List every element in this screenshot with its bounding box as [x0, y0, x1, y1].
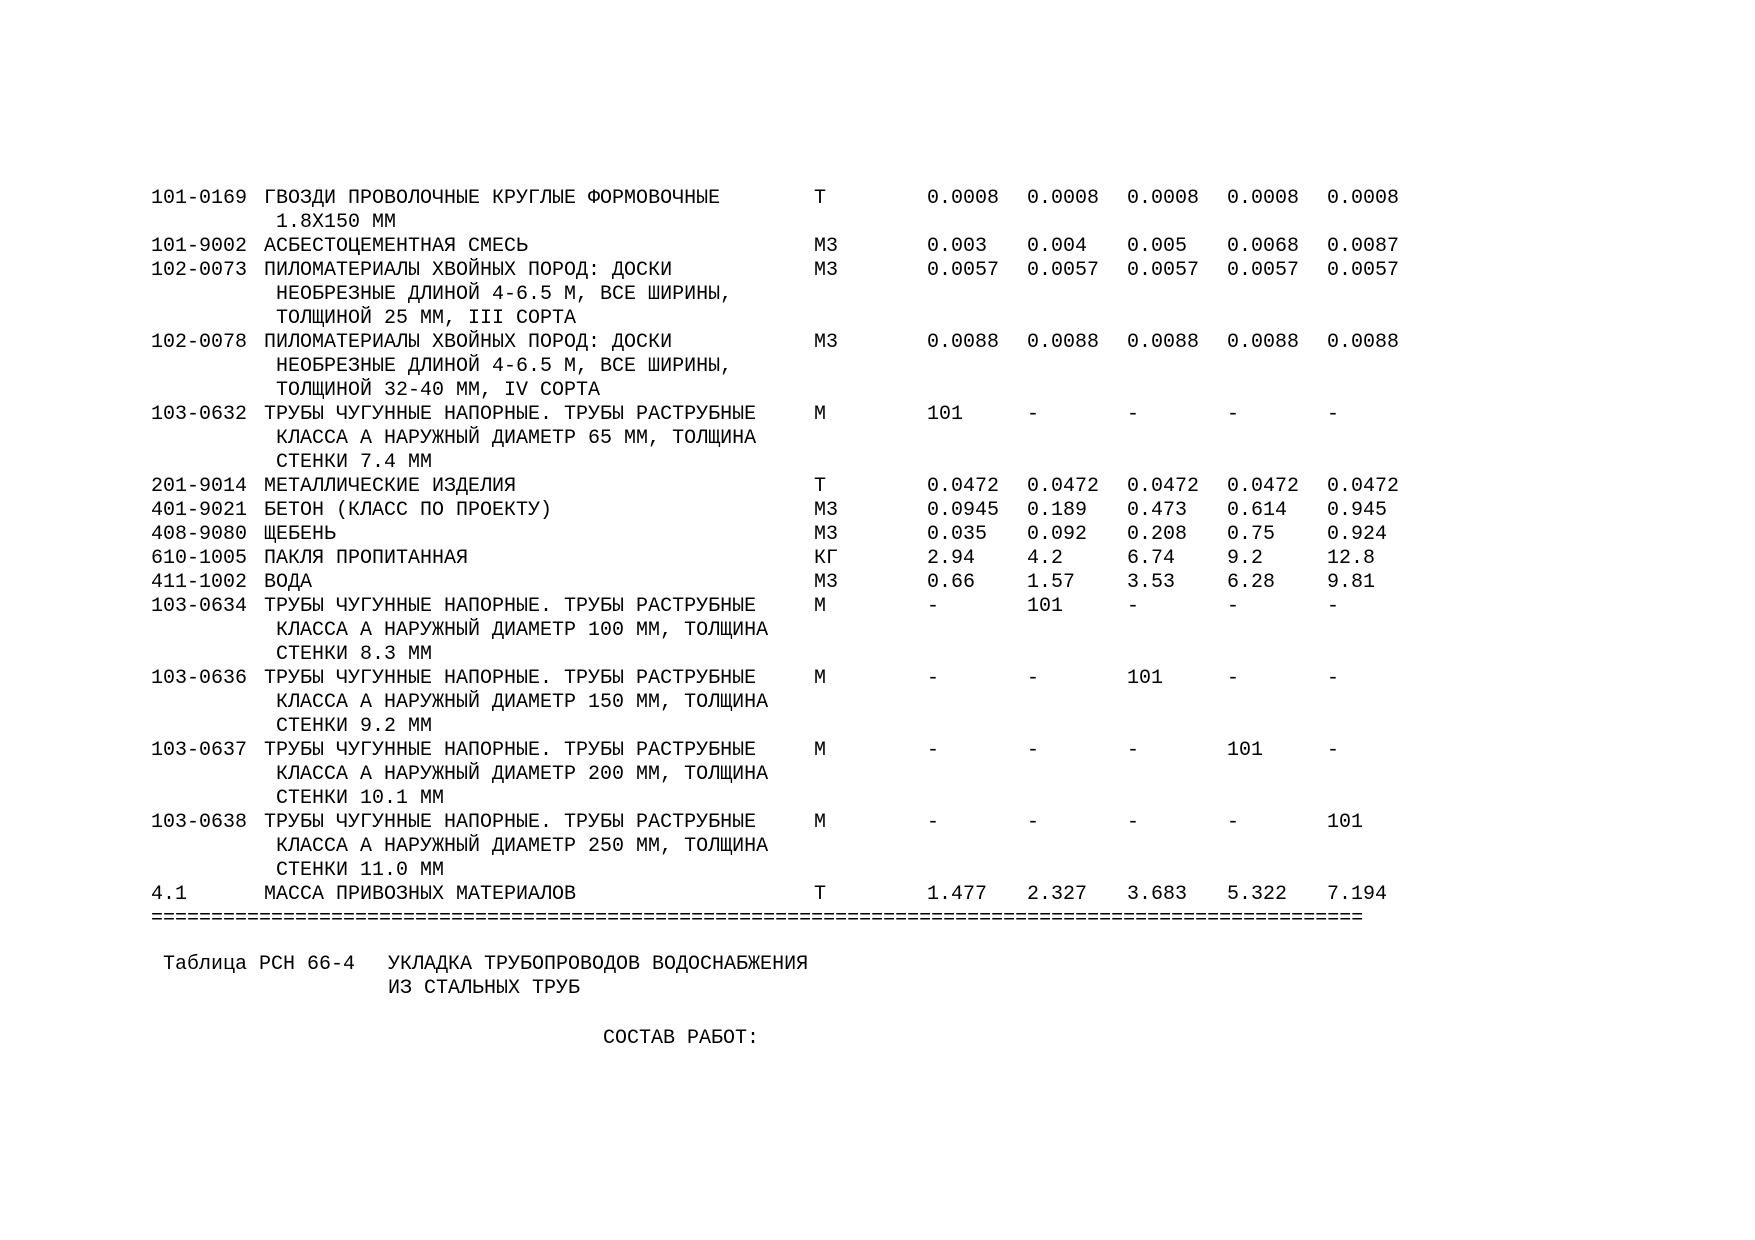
material-code: 411-1002	[151, 571, 248, 594]
material-value: -	[927, 667, 940, 690]
material-code: 408-9080	[151, 523, 248, 546]
material-name: ПИЛОМАТЕРИАЛЫ ХВОЙНЫХ ПОРОД: ДОСКИ	[264, 331, 673, 354]
material-value: 12.8	[1327, 547, 1376, 570]
material-value: 0.0057	[1027, 259, 1100, 282]
material-value: 0.0945	[927, 499, 1000, 522]
material-unit: КГ	[814, 547, 839, 570]
material-value: -	[1327, 403, 1340, 426]
material-value: 0.75	[1227, 523, 1276, 546]
materials-table	[151, 187, 1601, 931]
material-value: -	[1327, 739, 1340, 762]
table-row-line	[151, 691, 1601, 715]
material-name: ТОЛЩИНОЙ 32-40 ММ, IV СОРТА	[276, 379, 601, 402]
table-row	[151, 403, 1601, 475]
material-name: МЕТАЛЛИЧЕСКИЕ ИЗДЕЛИЯ	[264, 475, 517, 498]
material-value: 2.94	[927, 547, 976, 570]
table-row-line	[151, 187, 1601, 211]
material-value: 101	[1127, 667, 1164, 690]
material-value: 0.0057	[1127, 259, 1200, 282]
material-value: 0.0057	[1327, 259, 1400, 282]
table-row-line	[151, 763, 1601, 787]
material-value: 0.0008	[927, 187, 1000, 210]
table-row-line	[151, 883, 1601, 907]
material-value: 101	[1227, 739, 1264, 762]
table-row	[151, 499, 1601, 523]
material-name: ТРУБЫ ЧУГУННЫЕ НАПОРНЫЕ. ТРУБЫ РАСТРУБНЫЕ	[264, 739, 757, 762]
table-row-line	[151, 715, 1601, 739]
material-unit: М	[814, 811, 827, 834]
material-value: 0.0472	[1327, 475, 1400, 498]
material-value: 0.614	[1227, 499, 1288, 522]
material-code: 101-9002	[151, 235, 248, 258]
section-heading: СОСТАВ РАБОТ:	[603, 1027, 760, 1050]
material-value: 3.53	[1127, 571, 1176, 594]
table-row-line	[151, 499, 1601, 523]
material-unit: М	[814, 739, 827, 762]
material-name: АСБЕСТОЦЕМЕНТНАЯ СМЕСЬ	[264, 235, 529, 258]
material-value: -	[1227, 403, 1240, 426]
material-value: 0.66	[927, 571, 976, 594]
material-name: ТРУБЫ ЧУГУННЫЕ НАПОРНЫЕ. ТРУБЫ РАСТРУБНЫЕ	[264, 811, 757, 834]
material-name: КЛАССА А НАРУЖНЫЙ ДИАМЕТР 250 ММ, ТОЛЩИНА	[276, 835, 769, 858]
material-unit: М3	[814, 523, 839, 546]
table-row-line	[151, 451, 1601, 475]
table-row-line	[151, 307, 1601, 331]
material-value: 0.0472	[1127, 475, 1200, 498]
material-value: 0.005	[1127, 235, 1188, 258]
material-code: 102-0073	[151, 259, 248, 282]
material-name: ТРУБЫ ЧУГУННЫЕ НАПОРНЫЕ. ТРУБЫ РАСТРУБНЫЕ	[264, 595, 757, 618]
table-divider: =====================================================================================================	[151, 907, 1364, 930]
material-value: 0.189	[1027, 499, 1088, 522]
material-value: -	[1227, 811, 1240, 834]
material-value: 0.0008	[1227, 187, 1300, 210]
table-row-line	[151, 739, 1601, 763]
material-value: 0.0068	[1227, 235, 1300, 258]
table-label: Таблица РСН 66-4	[163, 953, 356, 976]
material-name: ПИЛОМАТЕРИАЛЫ ХВОЙНЫХ ПОРОД: ДОСКИ	[264, 259, 673, 282]
material-value: 0.0087	[1327, 235, 1400, 258]
materials-rows	[151, 187, 1601, 907]
material-unit: М3	[814, 499, 839, 522]
material-name: ТРУБЫ ЧУГУННЫЕ НАПОРНЫЕ. ТРУБЫ РАСТРУБНЫЕ	[264, 667, 757, 690]
table-row	[151, 475, 1601, 499]
material-value: 0.004	[1027, 235, 1088, 258]
material-name: СТЕНКИ 8.3 ММ	[276, 643, 433, 666]
material-value: 0.0057	[1227, 259, 1300, 282]
material-unit: М3	[814, 331, 839, 354]
table-title-line: УКЛАДКА ТРУБОПРОВОДОВ ВОДОСНАБЖЕНИЯ	[388, 953, 809, 976]
material-value: -	[1227, 595, 1240, 618]
table-row-line	[151, 811, 1601, 835]
material-name: ЩЕБЕНЬ	[264, 523, 337, 546]
material-value: -	[1327, 595, 1340, 618]
table-row	[151, 235, 1601, 259]
material-value: 6.74	[1127, 547, 1176, 570]
material-name: КЛАССА А НАРУЖНЫЙ ДИАМЕТР 200 ММ, ТОЛЩИНА	[276, 763, 769, 786]
material-value: 0.092	[1027, 523, 1088, 546]
table-row-line	[151, 595, 1601, 619]
material-value: -	[1027, 667, 1040, 690]
material-unit: М	[814, 667, 827, 690]
material-value: -	[1127, 595, 1140, 618]
table-row	[151, 187, 1601, 235]
material-unit: Т	[814, 187, 827, 210]
material-value: 0.0472	[1227, 475, 1300, 498]
material-value: -	[1027, 403, 1040, 426]
material-value: 0.0472	[927, 475, 1000, 498]
material-value: 0.0088	[1027, 331, 1100, 354]
material-unit: Т	[814, 475, 827, 498]
material-value: -	[1027, 811, 1040, 834]
material-code: 103-0638	[151, 811, 248, 834]
material-name: ПАКЛЯ ПРОПИТАННАЯ	[264, 547, 469, 570]
material-unit: М3	[814, 235, 839, 258]
material-code: 103-0632	[151, 403, 248, 426]
material-value: -	[927, 595, 940, 618]
table-row-line	[151, 331, 1601, 355]
material-unit: Т	[814, 883, 827, 906]
table-row	[151, 667, 1601, 739]
table-heading	[163, 953, 809, 1001]
material-code: 401-9021	[151, 499, 248, 522]
material-value: 0.0008	[1027, 187, 1100, 210]
material-value: 0.0088	[1327, 331, 1400, 354]
material-name: МАССА ПРИВОЗНЫХ МАТЕРИАЛОВ	[264, 883, 577, 906]
material-value: 0.035	[927, 523, 988, 546]
table-row-line	[151, 259, 1601, 283]
table-row-line	[151, 379, 1601, 403]
material-value: -	[1127, 403, 1140, 426]
material-value: 101	[1327, 811, 1364, 834]
material-name: СТЕНКИ 10.1 ММ	[276, 787, 445, 810]
material-value: -	[927, 811, 940, 834]
material-name: СТЕНКИ 9.2 ММ	[276, 715, 433, 738]
table-row-line	[151, 667, 1601, 691]
table-row	[151, 331, 1601, 403]
table-row	[151, 571, 1601, 595]
table-row-line	[151, 787, 1601, 811]
table-row	[151, 259, 1601, 331]
table-row	[151, 595, 1601, 667]
material-value: 0.0088	[927, 331, 1000, 354]
material-code: 102-0078	[151, 331, 248, 354]
material-code: 101-0169	[151, 187, 248, 210]
material-value: 1.57	[1027, 571, 1076, 594]
material-name: НЕОБРЕЗНЫЕ ДЛИНОЙ 4-6.5 М, ВСЕ ШИРИНЫ,	[276, 283, 733, 306]
material-unit: М3	[814, 571, 839, 594]
material-value: 101	[927, 403, 964, 426]
table-row-line	[151, 283, 1601, 307]
table-row	[151, 811, 1601, 883]
table-row-line	[151, 547, 1601, 571]
material-value: 9.81	[1327, 571, 1376, 594]
material-value: 1.477	[927, 883, 988, 906]
table-row	[151, 523, 1601, 547]
material-code: 103-0634	[151, 595, 248, 618]
material-name: ТОЛЩИНОЙ 25 ММ, III СОРТА	[276, 307, 577, 330]
material-value: 7.194	[1327, 883, 1388, 906]
table-row-line	[151, 403, 1601, 427]
table-row-line	[151, 835, 1601, 859]
table-row-line	[151, 475, 1601, 499]
material-value: 5.322	[1227, 883, 1288, 906]
material-code: 610-1005	[151, 547, 248, 570]
material-name: СТЕНКИ 7.4 ММ	[276, 451, 433, 474]
material-value: -	[1327, 667, 1340, 690]
table-row-line	[151, 211, 1601, 235]
table-row-line	[151, 427, 1601, 451]
table-row-line	[151, 235, 1601, 259]
table-row-line	[151, 571, 1601, 595]
material-name: ВОДА	[264, 571, 313, 594]
material-name: ТРУБЫ ЧУГУННЫЕ НАПОРНЫЕ. ТРУБЫ РАСТРУБНЫЕ	[264, 403, 757, 426]
material-value: 3.683	[1127, 883, 1188, 906]
table-row-line	[151, 523, 1601, 547]
table-row	[151, 883, 1601, 907]
material-code: 4.1	[151, 883, 188, 906]
material-value: 0.0008	[1327, 187, 1400, 210]
material-name: КЛАССА А НАРУЖНЫЙ ДИАМЕТР 100 ММ, ТОЛЩИНА	[276, 619, 769, 642]
material-name: НЕОБРЕЗНЫЕ ДЛИНОЙ 4-6.5 М, ВСЕ ШИРИНЫ,	[276, 355, 733, 378]
material-value: -	[1227, 667, 1240, 690]
material-value: -	[1027, 739, 1040, 762]
material-value: 0.003	[927, 235, 988, 258]
material-code: 103-0637	[151, 739, 248, 762]
material-value: 0.924	[1327, 523, 1388, 546]
material-value: 0.945	[1327, 499, 1388, 522]
material-value: -	[1127, 739, 1140, 762]
material-value: 0.0472	[1027, 475, 1100, 498]
material-name: 1.8X150 ММ	[276, 211, 397, 234]
material-name: СТЕНКИ 11.0 ММ	[276, 859, 445, 882]
table-row-line	[151, 355, 1601, 379]
material-value: 4.2	[1027, 547, 1064, 570]
material-value: 0.473	[1127, 499, 1188, 522]
material-value: 9.2	[1227, 547, 1264, 570]
table-row	[151, 547, 1601, 571]
material-unit: М	[814, 595, 827, 618]
table-title-line: ИЗ СТАЛЬНЫХ ТРУБ	[388, 977, 581, 1000]
material-code: 201-9014	[151, 475, 248, 498]
material-name: КЛАССА А НАРУЖНЫЙ ДИАМЕТР 150 ММ, ТОЛЩИНА	[276, 691, 769, 714]
material-value: -	[1127, 811, 1140, 834]
material-value: 0.0008	[1127, 187, 1200, 210]
material-value: 0.0088	[1227, 331, 1300, 354]
table-row-line	[151, 643, 1601, 667]
material-name: ГВОЗДИ ПРОВОЛОЧНЫЕ КРУГЛЫЕ ФОРМОВОЧНЫЕ	[264, 187, 721, 210]
material-value: 0.0057	[927, 259, 1000, 282]
material-unit: М3	[814, 259, 839, 282]
material-name: БЕТОН (КЛАСС ПО ПРОЕКТУ)	[264, 499, 553, 522]
material-value: -	[927, 739, 940, 762]
material-value: 6.28	[1227, 571, 1276, 594]
table-row	[151, 739, 1601, 811]
material-unit: М	[814, 403, 827, 426]
table-row-line	[151, 859, 1601, 883]
material-name: КЛАССА А НАРУЖНЫЙ ДИАМЕТР 65 ММ, ТОЛЩИНА	[276, 427, 757, 450]
material-value: 0.208	[1127, 523, 1188, 546]
material-code: 103-0636	[151, 667, 248, 690]
material-value: 2.327	[1027, 883, 1088, 906]
material-value: 0.0088	[1127, 331, 1200, 354]
table-row-line	[151, 619, 1601, 643]
material-value: 101	[1027, 595, 1064, 618]
